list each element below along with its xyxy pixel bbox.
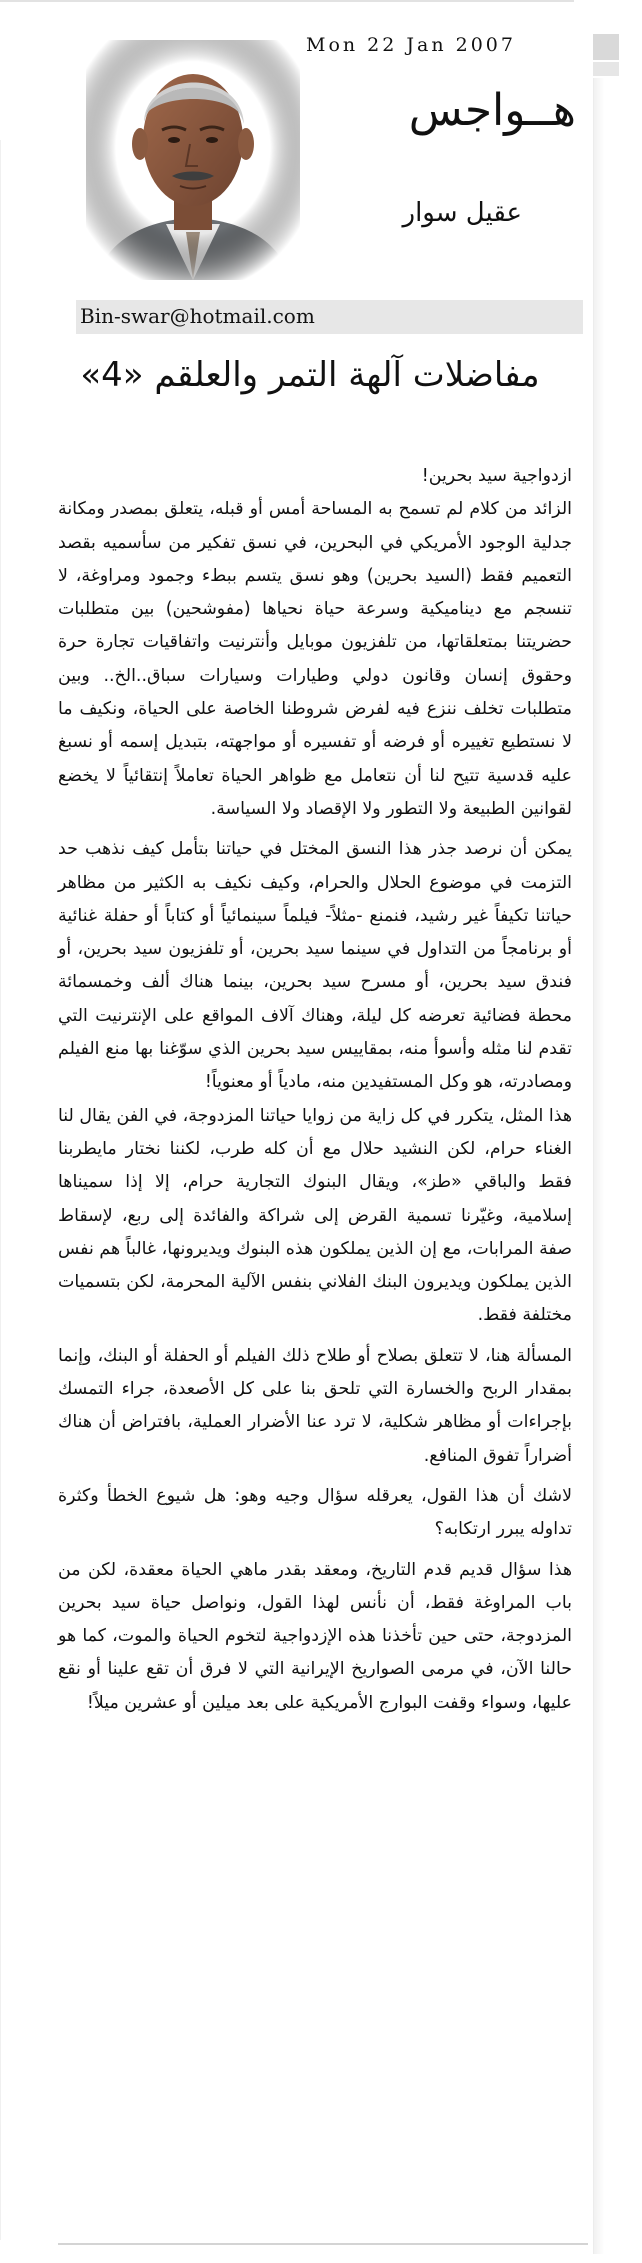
article-headline: مفاضلات آلهة التمر والعلقم «4»	[80, 355, 540, 395]
right-sidebar	[589, 0, 623, 2263]
article-body	[58, 460, 572, 1720]
article-paragraph: لاشك أن هذا القول، يعرقله سؤال وجيه وهو: هل شيوع الخطأ وكثرة تداوله يبرر ارتكابه؟	[58, 1485, 572, 1540]
left-margin-line	[0, 140, 1, 2240]
column-title: هــواجس	[408, 85, 576, 136]
email-bar	[76, 300, 583, 334]
article-paragraph: هذا سؤال قديم قدم التاريخ، ومعقد بقدر ماهي الحياة معقدة، لكن من باب المراوغة فقط، أن نأنس لهذا القول، ونواصل حياة سيد بحرين المزدوجة، حتى حين تأخذنا هذه الإزدواجية لتخوم الحياة والموت، كما هو حالنا الآن، في مرمى الصواريخ الإيرانية التي لا فرق أن تقع علينا أو نقع عليها، وسواء وقفت البوارج الأمريكية على بعد ميلين أو عشرين ميلاً!	[58, 1559, 572, 1713]
sidebar-bar	[593, 78, 620, 2254]
bottom-rule	[58, 2243, 588, 2245]
author-name: عقيل سوار	[402, 198, 522, 228]
sidebar-square-small	[593, 62, 619, 76]
article-paragraph: ازدواجية سيد بحرين!	[421, 466, 572, 486]
author-email[interactable]: Bin-swar@hotmail.com	[80, 304, 315, 328]
article-paragraph: هذا المثل، يتكرر في كل زاية من زوايا حياتنا المزدوجة، في الفن يقال لنا الغناء حرام، لكن النشيد حلال مع أن كله طرب، لكننا نختار مايطربنا فقط والباقي «طز»، ويقال البنوك التجارية حرام، إلا إذا سميناها إسلامية، وغيّرنا تسمية القرض إلى شراكة والفائدة إلى ربع، لإسقاط صفة المرابات، مع إن الذين يملكون هذه البنوك ويديرونها، غالباً هم نفس الذين يملكون ويديرون البنك الفلاني بنفس الآلية المحرمة، لكن بتسميات مختلفة فقط.	[58, 1105, 572, 1326]
author-portrait	[86, 40, 300, 280]
top-rule	[0, 0, 574, 2]
article-paragraph: يمكن أن نرصد جذر هذا النسق المختل في حياتنا بتأمل كيف نذهب حد التزمت في موضوع الحلال والحرام، وكيف نكيف به الكثير من مظاهر حياتنا تكيفاً غير رشيد، فنمنع -مثلاً- فيلماً سينمائياً أو كتاباً أو حفلة غنائية أو برنامجاً من التداول في سينما سيد بحرين، أو تلفزيون سيد بحرين، أو فندق سيد بحرين، أو مسرح سيد بحرين، بينما هناك ألف وخمسمائة محطة فضائية تعرضه كل ليلة، وهناك آلاف المواقع على الإنترنيت التي تقدم لنا مثله وأسوأ منه، بمقاييس سيد بحرين الذي سوّغنا بها منع الفيلم ومصادرته، هو وكل المستفيدين منه، مادياً أو معنوياً!	[58, 839, 572, 1093]
article-paragraph: الزائد من كلام لم تسمح به المساحة أمس أو قبله، يتعلق بمصدر ومكانة جدلية الوجود الأمريكي في البحرين، في نسق تفكير من سأسميه بقصد التعميم فقط (السيد بحرين) وهو نسق يتسم ببطء وجمود ومراوغة، لا تنسجم مع ديناميكية وسرعة حياة نحياها (مفوشحين) بين متطلبات حضريتنا بمتعلقاتها، من تلفزيون موبايل وأنترنيت واتفاقيات تجارة حرة وحقوق إنسان وقانون دولي وطيارات وسيارات سباق..الخ.. وبين متطلبات تخلف ننزع فيه لفرض شروطنا الخاصة على الحياة، ونكيف ما لا نستطيع تغييره أو فرضه أو تفسيره أو مواجهته، بتبديل إسمه أو نسبغ عليه قدسية تتيح لنا أن نتعامل مع ظواهر الحياة تعاملاً إنتقائياً لا يخضع لقوانين الطبيعة ولا التطور ولا الإقصاد ولا السياسة.	[58, 499, 572, 819]
sidebar-square	[593, 34, 619, 60]
article-paragraph: المسألة هنا، لا تتعلق بصلاح أو طلاح ذلك الفيلم أو الحفلة أو البنك، وإنما بمقدار الربح والخسارة التي تلحق بنا على كل الأصعدة، جراء التمسك بإجراءات أو مظاهر شكلية، لا ترد عنا الأضرار العملية، بافتراض أن هناك أضراراً تفوق المنافع.	[58, 1345, 572, 1466]
publication-date: Mon 22 Jan 2007	[306, 34, 516, 56]
